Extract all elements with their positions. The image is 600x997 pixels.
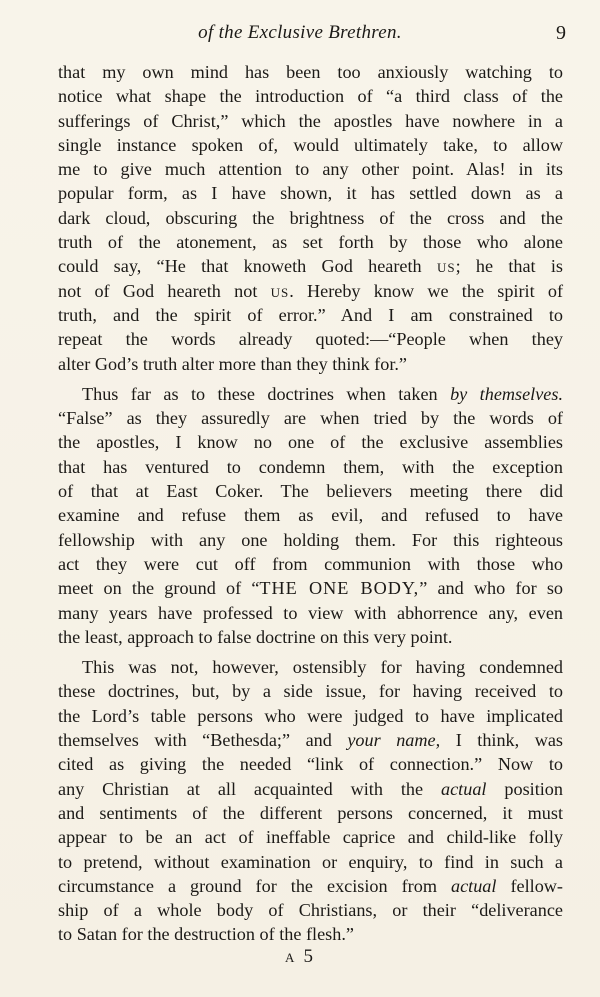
text-line: could say, “He that knoweth God heareth us; he that is — [58, 256, 564, 277]
paragraph — [58, 382, 563, 649]
text-line: This was not, however, ostensibly for having condemned — [82, 657, 563, 678]
text-line: dark cloud, obscuring the brightness of the cross and the — [58, 207, 563, 228]
text-line: act they were cut off from communion with those who — [58, 553, 563, 574]
text-line: these doctrines, but, by a side issue, for having received to — [58, 681, 563, 702]
page-number: 9 — [556, 22, 566, 44]
paragraph — [58, 655, 563, 947]
text-line: the apostles, I know no one of the exclusive assemblies — [58, 432, 563, 453]
signature-letter: A — [285, 950, 296, 965]
text-line: popular form, as I have shown, it has settled down as a — [58, 183, 563, 204]
text-line: themselves with “Bethesda;” and your name, I think, was — [58, 730, 564, 751]
body-text — [58, 60, 563, 947]
text-line: the least, approach to false doctrine on this very point. — [58, 626, 453, 647]
text-line: ship of a whole body of Christians, or their “deliverance — [58, 900, 563, 921]
text-line: alter God’s truth alter more than they think for.” — [58, 353, 407, 374]
text-line: many years have professed to view with abhorrence any, even — [58, 602, 563, 623]
text-line: that my own mind has been too anxiously watching to — [58, 62, 563, 82]
signature-mark — [0, 946, 600, 968]
signature-number: 5 — [303, 946, 315, 967]
text-line: notice what shape the introduction of “a third class of the — [58, 86, 563, 107]
paragraph — [58, 60, 563, 376]
text-line: fellowship with any one holding them. For this righteous — [58, 529, 563, 550]
text-line: and sentiments of the different persons concerned, it must — [58, 802, 563, 823]
text-line: truth of the atonement, as set forth by those who alone — [58, 232, 563, 253]
text-line: appear to be an act of ineffable caprice and child-like folly — [58, 827, 563, 848]
text-line: truth, and the spirit of error.” And I am constrained to — [58, 304, 563, 325]
text-line: meet on the ground of “THE ONE BODY,” and who for so — [58, 578, 563, 599]
text-line: not of God heareth not us. Hereby know we the spirit of — [58, 280, 563, 301]
text-line: circumstance a ground for the excision from actual fellow- — [58, 875, 563, 896]
text-line: cited as giving the needed “link of connection.” Now to — [58, 754, 563, 775]
text-line: that has ventured to condemn them, with the exception — [58, 456, 563, 477]
text-line: “False” as they assuredly are when tried by the words of — [58, 408, 563, 429]
running-title: of the Exclusive Brethren. — [198, 22, 402, 43]
text-line: me to give much attention to any other point. Alas! in its — [58, 159, 563, 180]
text-line: to Satan for the destruction of the flesh.” — [58, 924, 354, 945]
text-line: single instance spoken of, would ultimately take, to allow — [58, 134, 563, 155]
text-line: to pretend, without examination or enquiry, to find in such a — [58, 851, 563, 872]
text-line: of that at East Coker. The believers meeting there did — [58, 481, 563, 502]
text-line: repeat the words already quoted:—“People when they — [58, 329, 563, 350]
text-line: the Lord’s table persons who were judged to have implicated — [58, 705, 563, 726]
text-line: Thus far as to these doctrines when taken by themselves. — [82, 383, 563, 404]
text-line: any Christian at all acquainted with the actual position — [58, 778, 563, 799]
text-line: sufferings of Christ,” which the apostles have nowhere in a — [58, 110, 563, 131]
text-line: examine and refuse them as evil, and refused to have — [58, 505, 563, 526]
